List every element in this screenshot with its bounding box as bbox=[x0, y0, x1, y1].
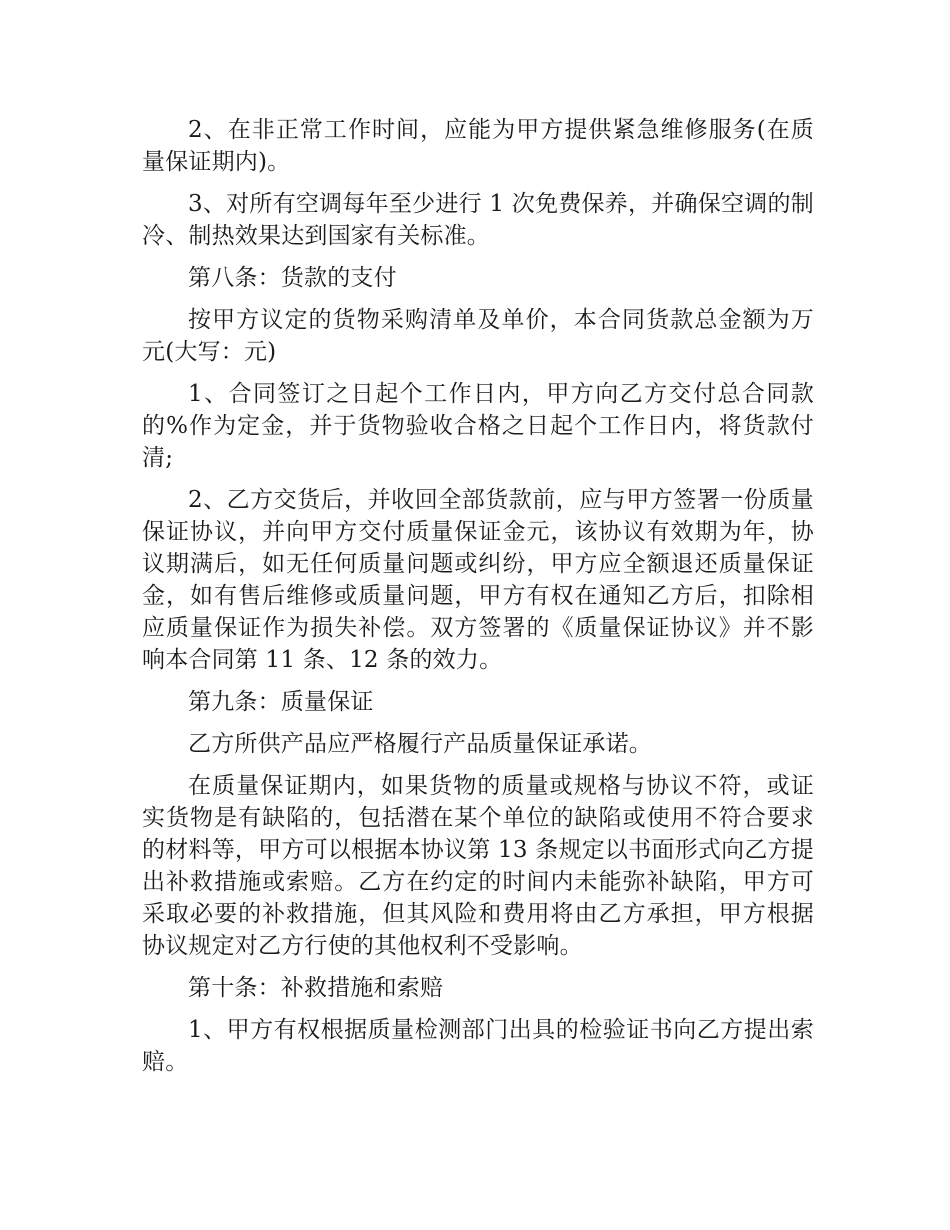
paragraph-quality-guarantee-agreement: 2、乙方交货后，并收回全部货款前，应与甲方签署一份质量保证协议，并向甲方交付质量保证金元，该协议有效期为年，协议期满后，如无任何质量问题或纠纷，甲方应全额退还质量保证金，如有售后维修或质量问题，甲方有权在通知乙方后，扣除相应质量保证作为损失补偿。双方签署的《质量保证协议》并不影响本合同第 11 条、12 条的效力。 bbox=[142, 487, 814, 673]
paragraph-claim-right: 1、甲方有权根据质量检测部门出具的检验证书向乙方提出索赔。 bbox=[142, 1017, 814, 1075]
paragraph-total-amount: 按甲方议定的货物采购清单及单价，本合同货款总金额为万元(大写：元) bbox=[142, 307, 814, 365]
section-heading-article-9: 第九条：质量保证 bbox=[188, 689, 374, 715]
section-heading-article-8: 第八条：货款的支付 bbox=[188, 265, 397, 291]
section-heading-article-10: 第十条：补救措施和索赔 bbox=[188, 975, 444, 1001]
paragraph-deposit-payment: 1、合同签订之日起个工作日内，甲方向乙方交付总合同款的%作为定金，并于货物验收合格之日起个工作日内，将货款付清; bbox=[142, 381, 814, 471]
paragraph-defect-remedy: 在质量保证期内，如果货物的质量或规格与协议不符，或证实货物是有缺陷的，包括潜在某个单位的缺陷或使用不符合要求的材料等，甲方可以根据本协议第 13 条规定以书面形式向乙方提出补救措施或索赔。乙方在约定的时间内未能弥补缺陷，甲方可采取必要的补救措施，但其风险和费用将由乙方承担，甲方根据协议规定对乙方行使的其他权利不受影响。 bbox=[142, 773, 814, 959]
paragraph-emergency-repair: 2、在非正常工作时间，应能为甲方提供紧急维修服务(在质量保证期内)。 bbox=[142, 117, 814, 175]
paragraph-quality-commitment: 乙方所供产品应严格履行产品质量保证承诺。 bbox=[188, 731, 652, 757]
document-page bbox=[142, 114, 814, 1088]
paragraph-annual-maintenance: 3、对所有空调每年至少进行 1 次免费保养，并确保空调的制冷、制热效果达到国家有关标准。 bbox=[142, 191, 814, 249]
